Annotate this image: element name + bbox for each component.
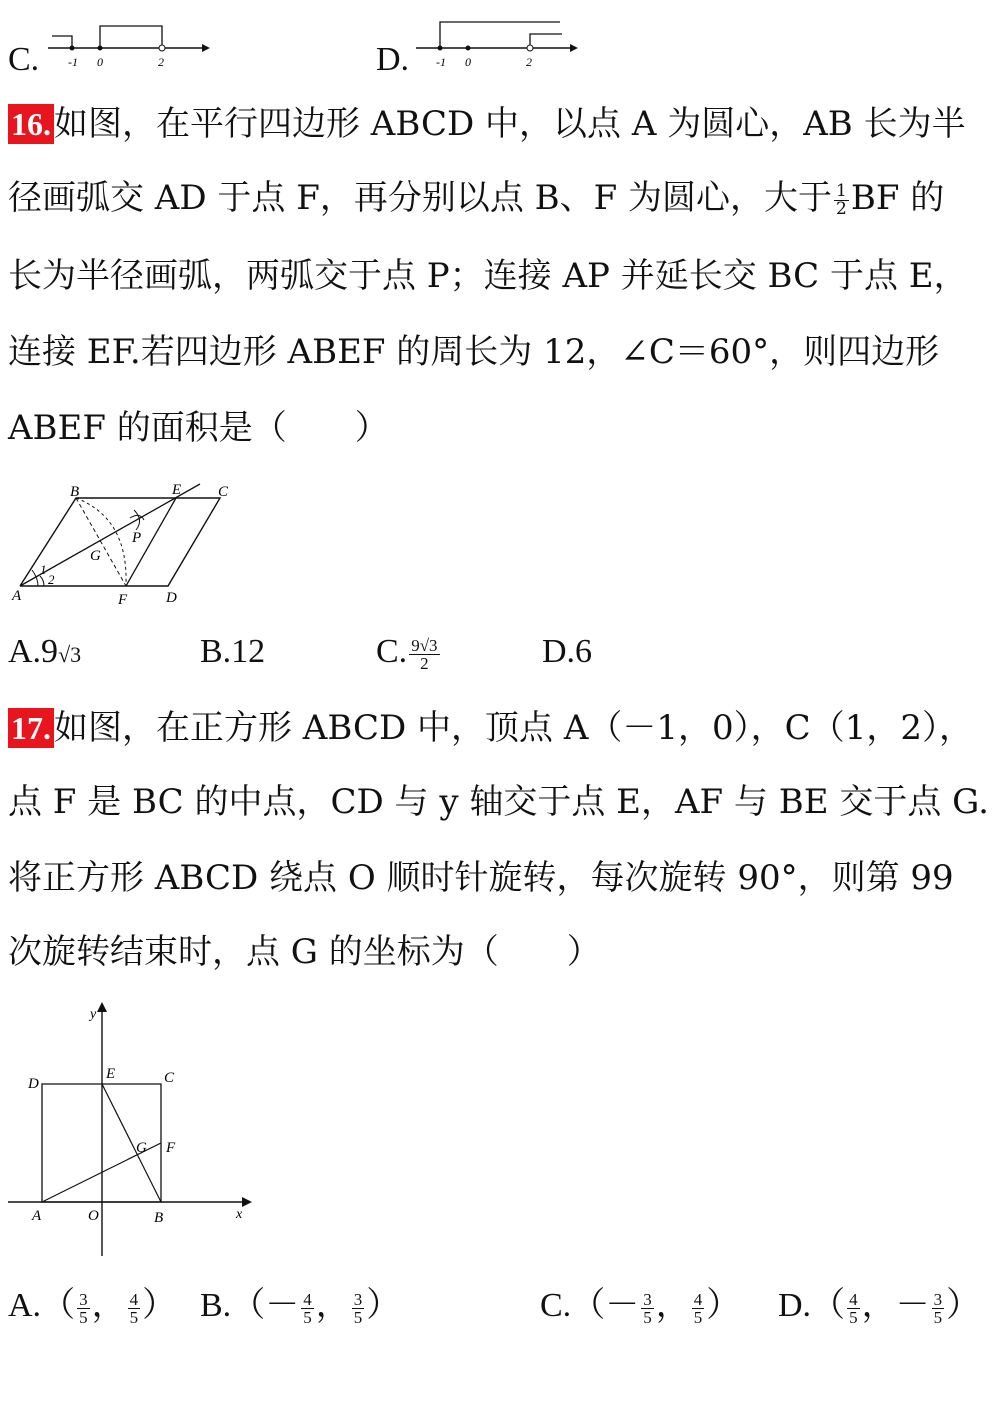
q17-option-a[interactable]: A.（ $\frac{3}{5}$ ， $\frac{4}{5}$ ） [8,1287,177,1327]
axis-label-x: x [236,1207,243,1222]
tick-label: 0 [465,55,471,69]
fraction-one-half: $\frac{1}{2}$ [836,180,847,219]
point-label-a: A [32,1208,42,1224]
q17-text: 如图，在正方形 ABCD 中，顶点 A（－1，0），C（1，2）， [54,708,973,748]
q17-option-d[interactable]: D.（ $\frac{4}{5}$ ，－ $\frac{3}{5}$ ） [778,1287,981,1327]
tick-label: 2 [158,55,164,69]
point-label-e: E [106,1066,116,1082]
radical-sqrt3: √3 [58,642,82,667]
point-label-a: A [12,588,22,604]
point-label-f: F [166,1140,176,1156]
fraction-9sqrt3-over-2: $\frac{9√3}{2}$ [411,635,438,673]
q16-text: 径画弧交 AD 于点 F，再分别以点 B、F 为圆心，大于 [8,178,833,218]
q16-option-d[interactable]: D.6 [542,633,593,670]
q16-option-c[interactable]: C. $\frac{9√3}{2}$ [376,633,438,673]
q16-text: BF 的 [850,178,945,218]
point-label-c: C [218,484,229,500]
q17-option-c[interactable]: C.（－ $\frac{3}{5}$ ， $\frac{4}{5}$ ） [540,1287,741,1327]
q17-line-2: 点 F 是 BC 的中点，CD 与 y 轴交于点 E，AF 与 BE 交于点 G. [8,782,989,822]
tick-label: 2 [526,55,532,69]
q16-option-b[interactable]: B.12 [200,633,266,670]
q16-number-badge: 16. [8,104,54,144]
q16-line-5: ABEF 的面积是（ ） [8,408,389,448]
point-label-p: P [132,530,142,546]
q16-parallelogram-figure [8,478,248,608]
q17-line-4: 次旋转结束时，点 G 的坐标为（ ） [8,932,601,972]
point-label-b: B [70,484,80,500]
point-label-f: F [118,592,128,608]
angle-label-2: 2 [48,572,55,587]
point-label-e: E [172,482,182,498]
option-c-label: C. [8,41,40,78]
angle-label-1: 1 [40,562,47,577]
q17-option-b[interactable]: B.（－ $\frac{4}{5}$ ， $\frac{3}{5}$ ） [200,1287,401,1327]
number-line-d [412,18,582,74]
q17-line-1 [8,708,973,748]
point-label-g: G [90,548,101,564]
point-label-c: C [164,1070,175,1086]
q16-line-3: 长为半径画弧，两弧交于点 P；连接 AP 并延长交 BC 于点 E， [8,256,968,296]
q17-line-3: 将正方形 ABCD 绕点 O 顺时针旋转，每次旋转 90°，则第 99 [8,858,954,898]
point-label-d: D [166,590,177,606]
q17-number-badge: 17. [8,708,54,748]
tick-label: 0 [97,55,103,69]
number-line-c [44,18,214,74]
q16-line-2 [8,178,944,218]
q16-text: 如图，在平行四边形 ABCD 中，以点 A 为圆心，AB 长为半 [54,104,966,144]
point-label-b: B [154,1210,164,1226]
q16-line-1 [8,104,966,144]
point-label-o: O [88,1208,99,1224]
point-label-g: G [136,1140,147,1156]
option-d-label: D. [376,41,410,78]
q17-square-figure [6,1000,256,1260]
q16-option-a[interactable]: A.9√3 [8,633,82,670]
q16-line-4: 连接 EF.若四边形 ABEF 的周长为 12，∠C＝60°，则四边形 [8,332,940,372]
axis-label-y: y [90,1007,97,1022]
tick-label: -1 [68,55,78,69]
tick-label: -1 [436,55,446,69]
point-label-d: D [28,1076,39,1092]
